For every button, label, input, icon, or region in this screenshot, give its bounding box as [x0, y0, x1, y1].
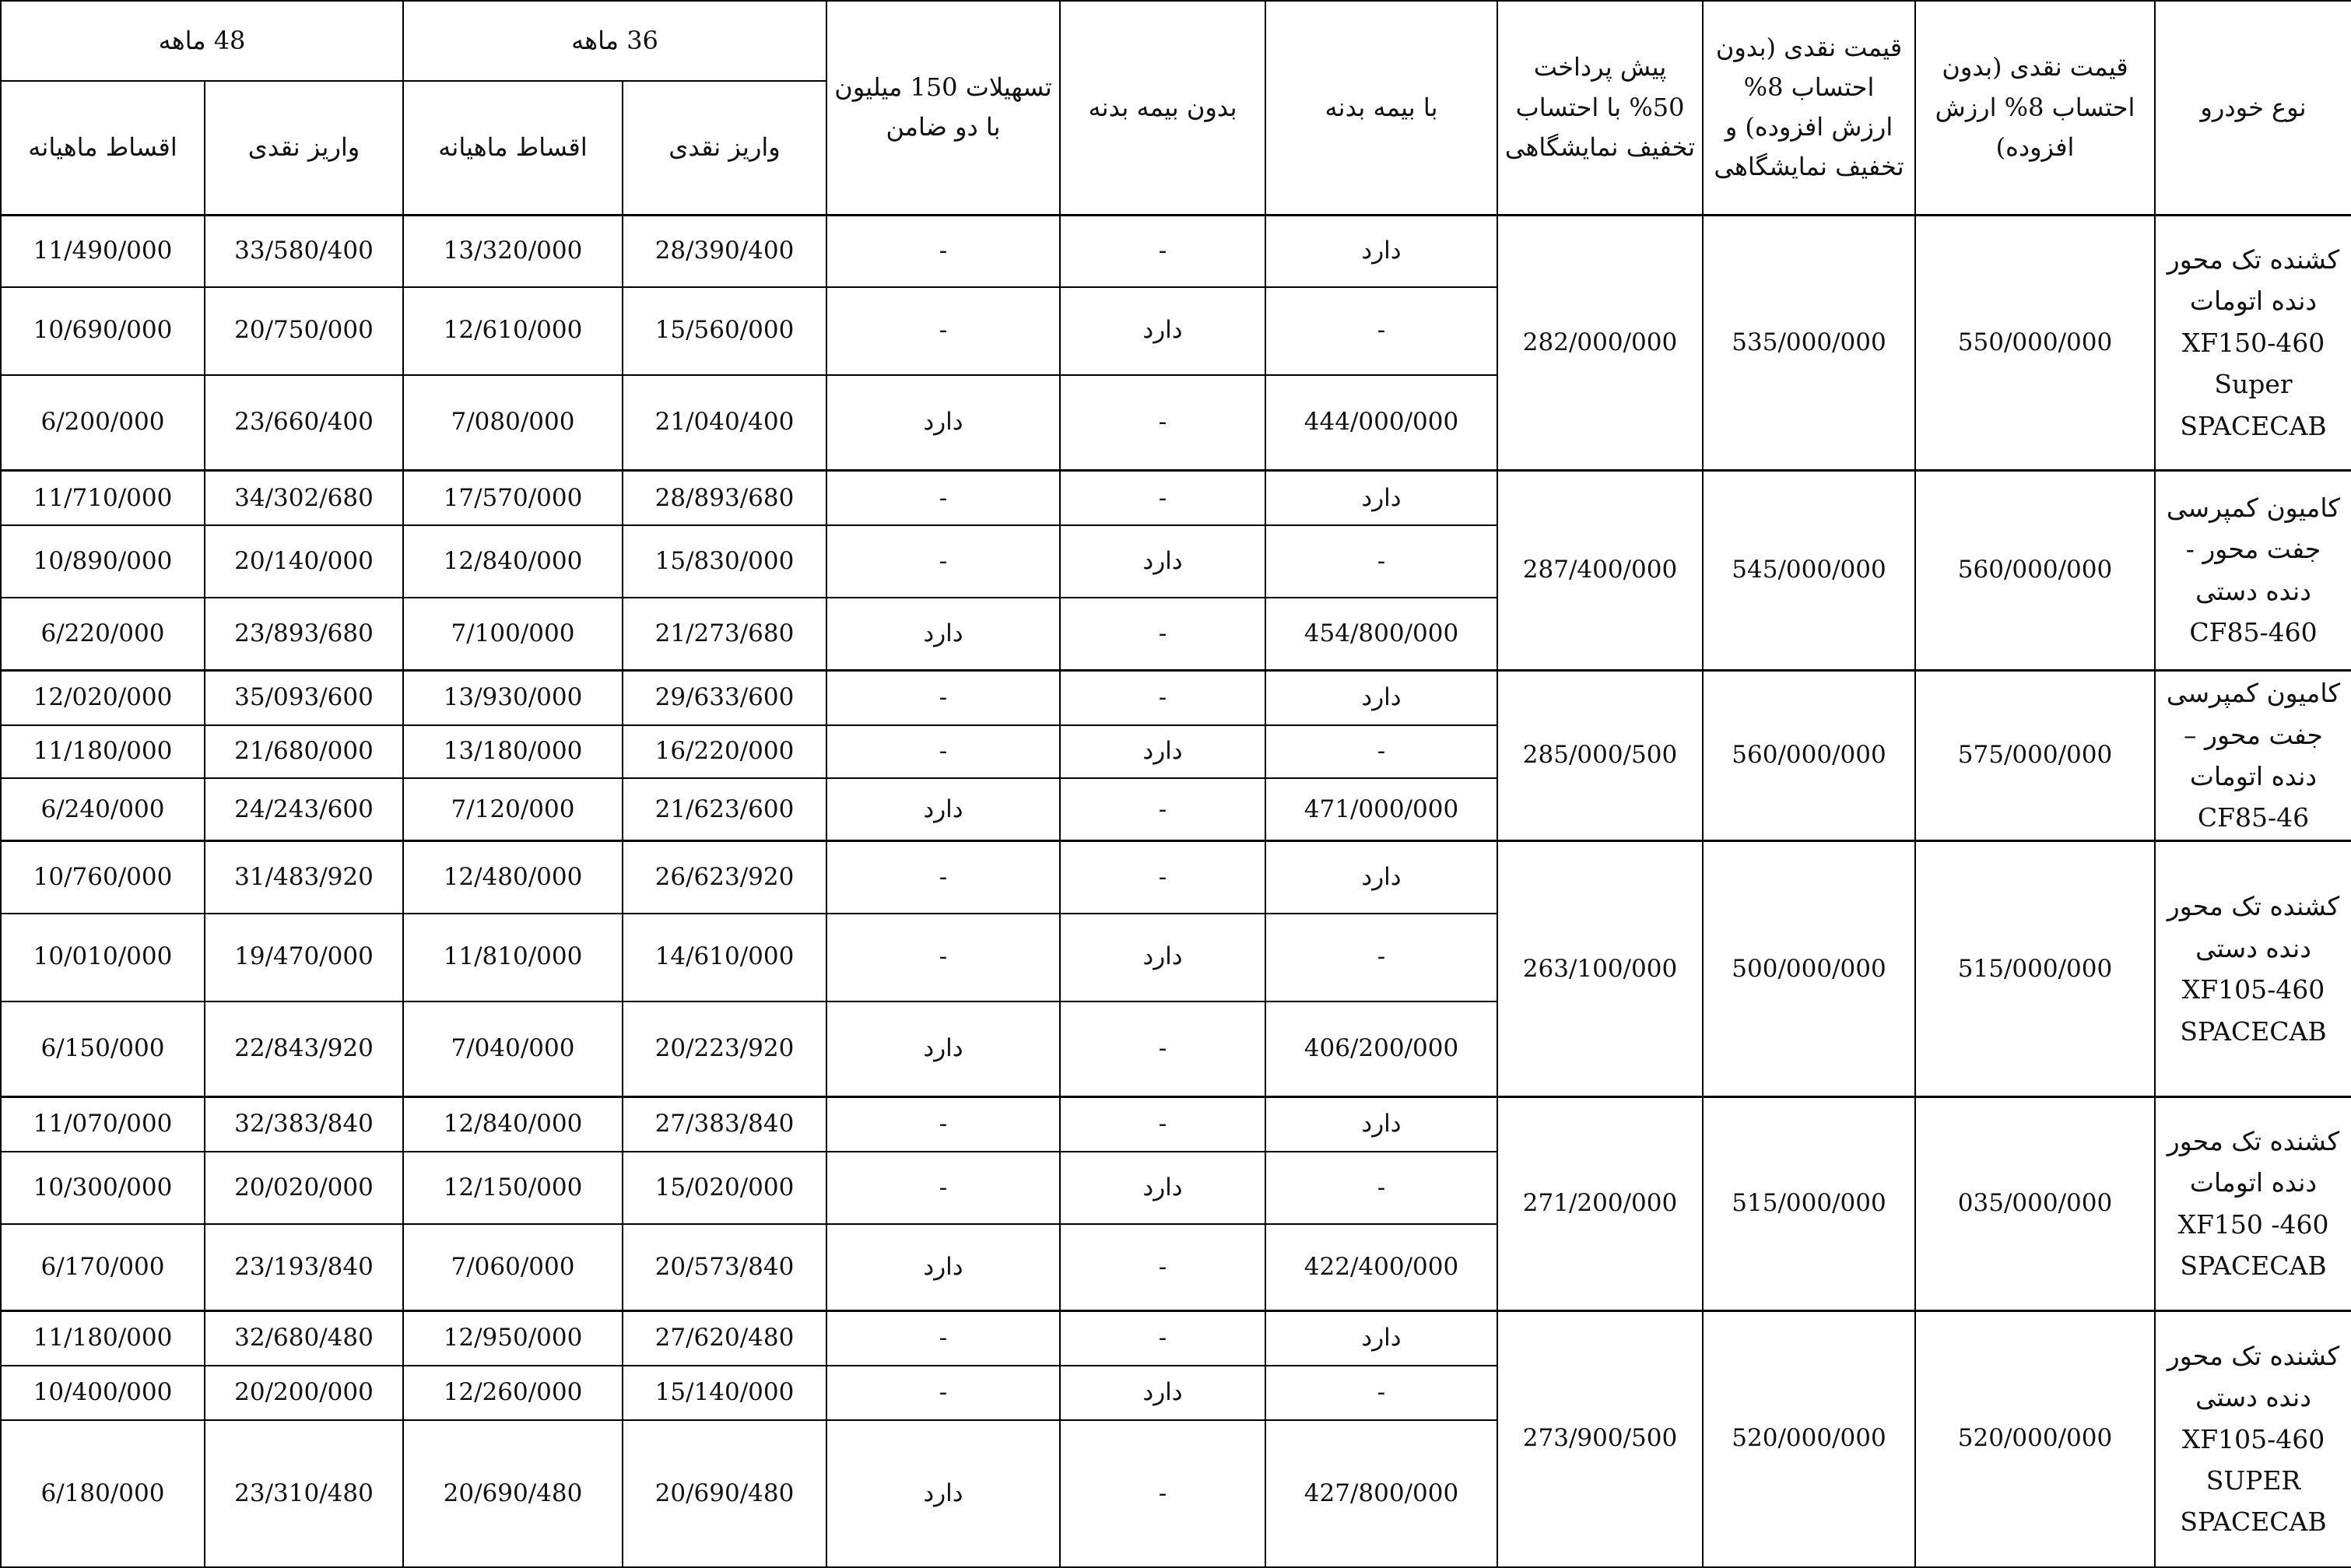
- with-insurance-cell: -: [1265, 287, 1497, 375]
- facility-cell: -: [826, 215, 1060, 287]
- facility-cell: دارد: [826, 1224, 1060, 1310]
- monthly-installment-48-cell: 6/180/000: [1, 1420, 205, 1567]
- monthly-installment-48-cell: 10/690/000: [1, 287, 205, 375]
- prepayment-cell: 263/100/000: [1497, 841, 1703, 1097]
- cash-deposit-48-cell: 20/750/000: [205, 287, 403, 375]
- with-insurance-cell: -: [1265, 525, 1497, 598]
- cash-deposit-48-cell: 21/680/000: [205, 725, 403, 779]
- facility-cell: دارد: [826, 778, 1060, 841]
- with-insurance-cell: -: [1265, 914, 1497, 1001]
- car-type-cell: کامیون کمپرسی جفت محور - دنده دستی CF85-460: [2155, 471, 2351, 670]
- header-with-insurance: با بیمه بدنه: [1265, 1, 1497, 215]
- with-insurance-cell: -: [1265, 725, 1497, 779]
- cash-deposit-36-cell: 27/383/840: [623, 1097, 826, 1152]
- cash-deposit-36-cell: 15/140/000: [623, 1366, 826, 1421]
- without-insurance-cell: -: [1060, 1224, 1265, 1310]
- cash-deposit-48-cell: 34/302/680: [205, 471, 403, 526]
- cash-deposit-48-cell: 23/193/840: [205, 1224, 403, 1310]
- cash-deposit-36-cell: 21/273/680: [623, 598, 826, 670]
- monthly-installment-36-cell: 12/150/000: [403, 1152, 623, 1224]
- without-insurance-cell: -: [1060, 778, 1265, 841]
- without-insurance-cell: -: [1060, 1001, 1265, 1097]
- header-48-months: 48 ماهه: [1, 1, 403, 81]
- cash-price-discount-cell: 535/000/000: [1703, 215, 1915, 471]
- cash-deposit-48-cell: 33/580/400: [205, 215, 403, 287]
- monthly-installment-48-cell: 12/020/000: [1, 670, 205, 725]
- header-48-cash-deposit: واریز نقدی: [205, 81, 403, 215]
- cash-price-cell: 520/000/000: [1915, 1310, 2155, 1567]
- prepayment-cell: 282/000/000: [1497, 215, 1703, 471]
- monthly-installment-36-cell: 12/840/000: [403, 525, 623, 598]
- prepayment-cell: 271/200/000: [1497, 1097, 1703, 1310]
- facility-cell: دارد: [826, 375, 1060, 471]
- header-36-months: 36 ماهه: [403, 1, 826, 81]
- monthly-installment-36-cell: 7/100/000: [403, 598, 623, 670]
- facility-cell: -: [826, 471, 1060, 526]
- with-insurance-cell: 406/200/000: [1265, 1001, 1497, 1097]
- cash-price-cell: 515/000/000: [1915, 841, 2155, 1097]
- cash-deposit-36-cell: 14/610/000: [623, 914, 826, 1001]
- prepayment-cell: 273/900/500: [1497, 1310, 1703, 1567]
- cash-price-discount-cell: 515/000/000: [1703, 1097, 1915, 1310]
- facility-cell: -: [826, 1152, 1060, 1224]
- car-type-cell: کامیون کمپرسی جفت محور – دنده اتومات CF85-46: [2155, 670, 2351, 841]
- header-36-cash-deposit: واریز نقدی: [623, 81, 826, 215]
- table-row: [1, 841, 2351, 914]
- monthly-installment-48-cell: 10/010/000: [1, 914, 205, 1001]
- monthly-installment-36-cell: 13/320/000: [403, 215, 623, 287]
- monthly-installment-36-cell: 7/080/000: [403, 375, 623, 471]
- cash-deposit-48-cell: 22/843/920: [205, 1001, 403, 1097]
- monthly-installment-36-cell: 12/840/000: [403, 1097, 623, 1152]
- monthly-installment-36-cell: 7/040/000: [403, 1001, 623, 1097]
- cash-deposit-48-cell: 35/093/600: [205, 670, 403, 725]
- cash-deposit-36-cell: 21/623/600: [623, 778, 826, 841]
- monthly-installment-36-cell: 12/480/000: [403, 841, 623, 914]
- cash-deposit-48-cell: 23/310/480: [205, 1420, 403, 1567]
- cash-price-cell: 560/000/000: [1915, 471, 2155, 670]
- monthly-installment-48-cell: 10/890/000: [1, 525, 205, 598]
- table-row: [1, 1310, 2351, 1366]
- cash-deposit-48-cell: 19/470/000: [205, 914, 403, 1001]
- car-type-cell: کشنده تک محور دنده اتومات XF150 -460 SPACECAB: [2155, 1097, 2351, 1310]
- cash-deposit-48-cell: 32/383/840: [205, 1097, 403, 1152]
- cash-price-discount-cell: 560/000/000: [1703, 670, 1915, 841]
- monthly-installment-48-cell: 6/240/000: [1, 778, 205, 841]
- facility-cell: -: [826, 841, 1060, 914]
- header-cash-price: قیمت نقدی (بدون احتساب 8% ارزش افزوده): [1915, 1, 2155, 215]
- monthly-installment-48-cell: 11/710/000: [1, 471, 205, 526]
- cash-price-discount-cell: 545/000/000: [1703, 471, 1915, 670]
- cash-deposit-36-cell: 15/560/000: [623, 287, 826, 375]
- cash-deposit-36-cell: 21/040/400: [623, 375, 826, 471]
- cash-deposit-36-cell: 15/830/000: [623, 525, 826, 598]
- monthly-installment-36-cell: 7/120/000: [403, 778, 623, 841]
- without-insurance-cell: دارد: [1060, 1366, 1265, 1421]
- table-row: [1, 471, 2351, 526]
- facility-cell: -: [826, 1310, 1060, 1366]
- header-48-monthly-installment: اقساط ماهیانه: [1, 81, 205, 215]
- cash-deposit-48-cell: 20/200/000: [205, 1366, 403, 1421]
- cash-deposit-36-cell: 20/690/480: [623, 1420, 826, 1567]
- cash-deposit-48-cell: 20/140/000: [205, 525, 403, 598]
- monthly-installment-48-cell: 10/760/000: [1, 841, 205, 914]
- cash-deposit-36-cell: 26/623/920: [623, 841, 826, 914]
- cash-deposit-36-cell: 16/220/000: [623, 725, 826, 779]
- table-row: [1, 670, 2351, 725]
- cash-deposit-48-cell: 20/020/000: [205, 1152, 403, 1224]
- cash-deposit-36-cell: 27/620/480: [623, 1310, 826, 1366]
- without-insurance-cell: -: [1060, 1420, 1265, 1567]
- monthly-installment-48-cell: 11/070/000: [1, 1097, 205, 1152]
- with-insurance-cell: دارد: [1265, 471, 1497, 526]
- cash-price-cell: 035/000/000: [1915, 1097, 2155, 1310]
- table-row: [1, 215, 2351, 287]
- cash-price-cell: 550/000/000: [1915, 215, 2155, 471]
- header-facility: تسهیلات 150 میلیون با دو ضامن: [826, 1, 1060, 215]
- facility-cell: -: [826, 525, 1060, 598]
- header-without-insurance: بدون بیمه بدنه: [1060, 1, 1265, 215]
- car-type-cell: کشنده تک محور دنده دستی XF105-460 SPACECAB: [2155, 841, 2351, 1097]
- facility-cell: دارد: [826, 1001, 1060, 1097]
- cash-price-cell: 575/000/000: [1915, 670, 2155, 841]
- prepayment-cell: 285/000/500: [1497, 670, 1703, 841]
- monthly-installment-36-cell: 7/060/000: [403, 1224, 623, 1310]
- header-36-monthly-installment: اقساط ماهیانه: [403, 81, 623, 215]
- car-type-cell: کشنده تک محور دنده اتومات XF150-460 Super SPACECAB: [2155, 215, 2351, 471]
- monthly-installment-48-cell: 11/180/000: [1, 725, 205, 779]
- without-insurance-cell: -: [1060, 1097, 1265, 1152]
- without-insurance-cell: -: [1060, 1310, 1265, 1366]
- cash-deposit-36-cell: 29/633/600: [623, 670, 826, 725]
- monthly-installment-48-cell: 10/300/000: [1, 1152, 205, 1224]
- with-insurance-cell: 422/400/000: [1265, 1224, 1497, 1310]
- cash-deposit-36-cell: 20/223/920: [623, 1001, 826, 1097]
- header-prepayment: پیش پرداخت 50% با احتساب تخفیف نمایشگاهی: [1497, 1, 1703, 215]
- facility-cell: دارد: [826, 598, 1060, 670]
- with-insurance-cell: دارد: [1265, 1097, 1497, 1152]
- with-insurance-cell: دارد: [1265, 1310, 1497, 1366]
- monthly-installment-48-cell: 6/200/000: [1, 375, 205, 471]
- cash-deposit-48-cell: 31/483/920: [205, 841, 403, 914]
- with-insurance-cell: دارد: [1265, 670, 1497, 725]
- monthly-installment-36-cell: 13/180/000: [403, 725, 623, 779]
- with-insurance-cell: 454/800/000: [1265, 598, 1497, 670]
- cash-deposit-48-cell: 23/660/400: [205, 375, 403, 471]
- without-insurance-cell: -: [1060, 841, 1265, 914]
- monthly-installment-48-cell: 6/150/000: [1, 1001, 205, 1097]
- without-insurance-cell: -: [1060, 215, 1265, 287]
- car-type-cell: کشنده تک محور دنده دستی XF105-460 SUPER SPACECAB: [2155, 1310, 2351, 1567]
- header-car-type: نوع خودرو: [2155, 1, 2351, 215]
- without-insurance-cell: -: [1060, 598, 1265, 670]
- cash-deposit-36-cell: 15/020/000: [623, 1152, 826, 1224]
- monthly-installment-48-cell: 6/170/000: [1, 1224, 205, 1310]
- without-insurance-cell: دارد: [1060, 914, 1265, 1001]
- monthly-installment-36-cell: 12/610/000: [403, 287, 623, 375]
- facility-cell: -: [826, 287, 1060, 375]
- without-insurance-cell: -: [1060, 471, 1265, 526]
- header-cash-price-discount: قیمت نقدی (بدون احتساب 8% ارزش افزوده) و تخفیف نمایشگاهی: [1703, 1, 1915, 215]
- with-insurance-cell: 471/000/000: [1265, 778, 1497, 841]
- without-insurance-cell: دارد: [1060, 525, 1265, 598]
- facility-cell: دارد: [826, 1420, 1060, 1567]
- prepayment-cell: 287/400/000: [1497, 471, 1703, 670]
- without-insurance-cell: دارد: [1060, 287, 1265, 375]
- cash-deposit-48-cell: 24/243/600: [205, 778, 403, 841]
- facility-cell: -: [826, 670, 1060, 725]
- table-body: [1, 215, 2351, 1567]
- monthly-installment-36-cell: 12/950/000: [403, 1310, 623, 1366]
- cash-deposit-48-cell: 23/893/680: [205, 598, 403, 670]
- with-insurance-cell: دارد: [1265, 841, 1497, 914]
- without-insurance-cell: دارد: [1060, 725, 1265, 779]
- facility-cell: -: [826, 725, 1060, 779]
- monthly-installment-48-cell: 10/400/000: [1, 1366, 205, 1421]
- facility-cell: -: [826, 1097, 1060, 1152]
- monthly-installment-36-cell: 12/260/000: [403, 1366, 623, 1421]
- with-insurance-cell: دارد: [1265, 215, 1497, 287]
- without-insurance-cell: -: [1060, 670, 1265, 725]
- without-insurance-cell: دارد: [1060, 1152, 1265, 1224]
- monthly-installment-48-cell: 6/220/000: [1, 598, 205, 670]
- monthly-installment-36-cell: 13/930/000: [403, 670, 623, 725]
- cash-price-discount-cell: 520/000/000: [1703, 1310, 1915, 1567]
- facility-cell: -: [826, 914, 1060, 1001]
- monthly-installment-36-cell: 17/570/000: [403, 471, 623, 526]
- cash-price-discount-cell: 500/000/000: [1703, 841, 1915, 1097]
- cash-deposit-36-cell: 20/573/840: [623, 1224, 826, 1310]
- with-insurance-cell: 427/800/000: [1265, 1420, 1497, 1567]
- table-row: [1, 1097, 2351, 1152]
- monthly-installment-48-cell: 11/180/000: [1, 1310, 205, 1366]
- monthly-installment-48-cell: 11/490/000: [1, 215, 205, 287]
- with-insurance-cell: -: [1265, 1366, 1497, 1421]
- cash-deposit-36-cell: 28/390/400: [623, 215, 826, 287]
- monthly-installment-36-cell: 11/810/000: [403, 914, 623, 1001]
- with-insurance-cell: -: [1265, 1152, 1497, 1224]
- cash-deposit-48-cell: 32/680/480: [205, 1310, 403, 1366]
- facility-cell: -: [826, 1366, 1060, 1421]
- without-insurance-cell: -: [1060, 375, 1265, 471]
- monthly-installment-36-cell: 20/690/480: [403, 1420, 623, 1567]
- with-insurance-cell: 444/000/000: [1265, 375, 1497, 471]
- cash-deposit-36-cell: 28/893/680: [623, 471, 826, 526]
